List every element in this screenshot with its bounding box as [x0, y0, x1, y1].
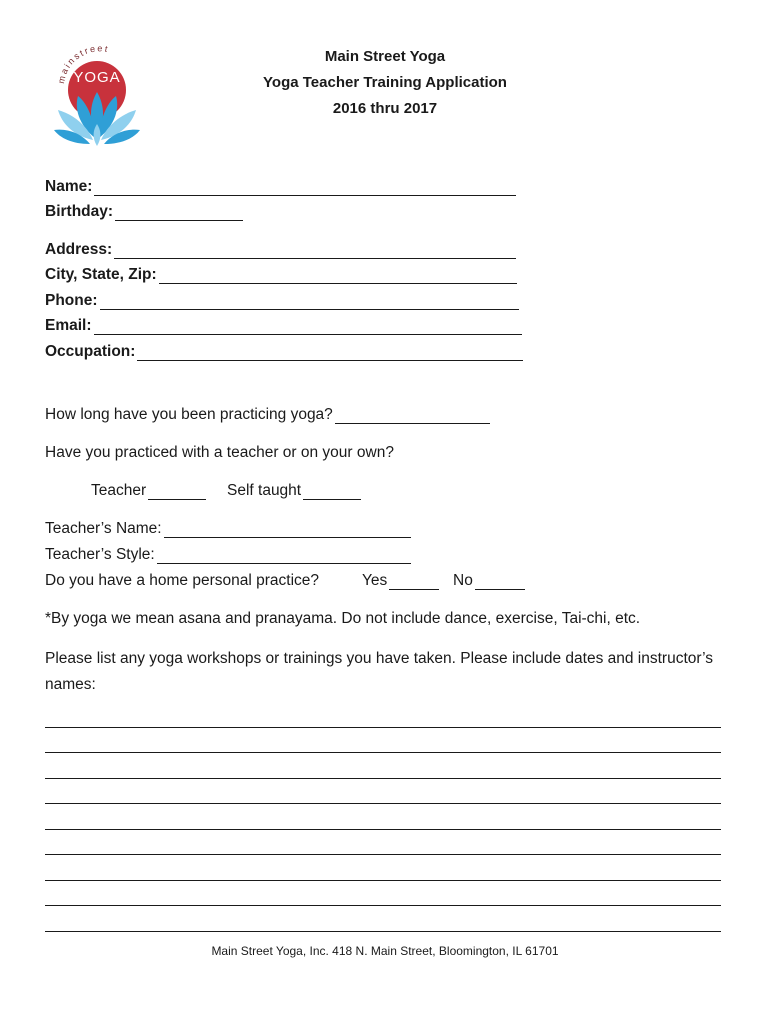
teacher-option-input-line[interactable] [148, 485, 206, 500]
logo-arc-text: mainstreet [55, 43, 111, 85]
self-taught-option-label: Self taught [227, 482, 302, 499]
teacher-option-label: Teacher [91, 482, 147, 499]
no-label: No [453, 572, 473, 589]
phone-input-line[interactable] [100, 295, 519, 310]
birthday-field [45, 203, 243, 221]
email-field [45, 317, 522, 335]
name-field [45, 178, 516, 196]
teachers-style-input-line[interactable] [157, 549, 411, 564]
teachers-name-input-line[interactable] [164, 523, 411, 538]
practice-duration-input-line[interactable] [335, 409, 490, 424]
address-label: Address: [45, 241, 113, 258]
city-state-zip-label: City, State, Zip: [45, 266, 157, 283]
yes-label: Yes [362, 572, 388, 589]
workshops-answer-line[interactable] [45, 880, 721, 881]
yes-input-line[interactable] [389, 575, 439, 590]
home-practice-label: Do you have a home personal practice? [45, 572, 319, 589]
occupation-input-line[interactable] [137, 346, 523, 361]
home-practice-no [453, 572, 525, 590]
email-label: Email: [45, 317, 92, 334]
address-input-line[interactable] [114, 244, 516, 259]
footer-address: Main Street Yoga, Inc. 418 N. Main Street, Bloomington, IL 61701 [211, 944, 559, 958]
workshops-answer-line[interactable] [45, 727, 721, 728]
birthday-input-line[interactable] [115, 206, 243, 221]
teachers-name-field [45, 520, 411, 538]
birthday-label: Birthday: [45, 203, 114, 220]
teachers-style-label: Teacher’s Style: [45, 546, 155, 563]
name-input-line[interactable] [94, 181, 516, 196]
workshops-prompt: Please list any yoga workshops or trainings you have taken. Please include dates and instructor’s names: [45, 650, 714, 693]
name-label: Name: [45, 178, 93, 195]
workshops-answer-line[interactable] [45, 829, 721, 830]
email-input-line[interactable] [94, 320, 522, 335]
phone-label: Phone: [45, 292, 98, 309]
workshops-answer-line[interactable] [45, 778, 721, 779]
occupation-label: Occupation: [45, 343, 136, 360]
occupation-field [45, 343, 523, 361]
workshops-answer-line[interactable] [45, 931, 721, 932]
yoga-definition-note: *By yoga we mean asana and pranayama. Do not include dance, exercise, Tai-chi, etc. [45, 610, 641, 627]
workshops-answer-line[interactable] [45, 803, 721, 804]
phone-field [45, 292, 519, 310]
self-taught-option [227, 482, 361, 500]
organization-name: Main Street Yoga [324, 48, 446, 65]
city-state-zip-field [45, 266, 517, 284]
workshops-answer-line[interactable] [45, 752, 721, 753]
home-practice-question [45, 572, 319, 590]
address-field [45, 241, 516, 259]
workshops-answer-line[interactable] [45, 905, 721, 906]
no-input-line[interactable] [475, 575, 525, 590]
teacher-or-own-label: Have you practiced with a teacher or on your own? [45, 444, 394, 461]
logo-yoga-word: YOGA [73, 69, 121, 86]
home-practice-yes [362, 572, 439, 590]
form-title: Yoga Teacher Training Application [263, 74, 507, 91]
practice-duration-label: How long have you been practicing yoga? [45, 406, 333, 423]
self-taught-option-input-line[interactable] [303, 485, 361, 500]
teacher-or-own-question [45, 444, 394, 462]
teachers-style-field [45, 546, 411, 564]
city-state-zip-input-line[interactable] [159, 269, 517, 284]
teacher-option [91, 482, 206, 500]
program-dates: 2016 thru 2017 [332, 100, 438, 117]
workshops-answer-line[interactable] [45, 854, 721, 855]
teachers-name-label: Teacher’s Name: [45, 520, 162, 537]
practice-duration-question [45, 406, 490, 424]
